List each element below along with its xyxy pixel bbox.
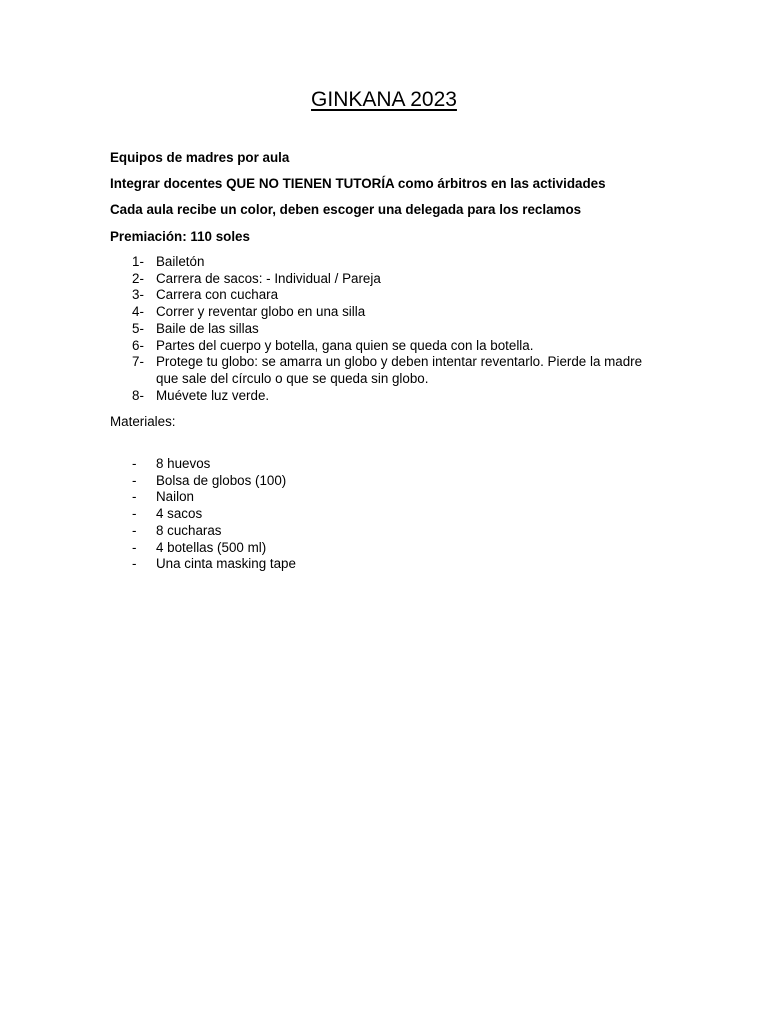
activity-text: Muévete luz verde. bbox=[156, 387, 270, 403]
material-text: Bolsa de globos (100) bbox=[156, 472, 287, 488]
list-marker: 1- bbox=[132, 254, 144, 269]
list-marker: 8- bbox=[132, 387, 144, 403]
activity-text: Baile de las sillas bbox=[156, 320, 259, 336]
list-item bbox=[110, 388, 650, 405]
list-marker: 6- bbox=[132, 337, 144, 353]
list-item bbox=[110, 456, 650, 473]
material-text: Nailon bbox=[156, 489, 194, 505]
list-marker: - bbox=[132, 556, 137, 572]
list-marker: 2- bbox=[132, 270, 144, 286]
activity-text: Correr y reventar globo en una silla bbox=[156, 304, 366, 320]
list-marker: 5- bbox=[132, 320, 144, 336]
material-text: 4 sacos bbox=[156, 506, 203, 522]
list-item bbox=[110, 540, 650, 557]
list-item bbox=[110, 473, 650, 490]
activity-text: Partes del cuerpo y botella, gana quien se queda con la botella. bbox=[156, 337, 534, 353]
document-title: GINKANA 2023 bbox=[311, 88, 457, 111]
list-marker: - bbox=[132, 539, 137, 555]
material-text: 4 botellas (500 ml) bbox=[156, 539, 267, 555]
list-item bbox=[110, 523, 650, 540]
activity-text: Carrera con cuchara bbox=[156, 287, 279, 303]
material-text: 8 huevos bbox=[156, 456, 211, 471]
activity-text: Carrera de sacos: - Individual / Pareja bbox=[156, 270, 381, 286]
list-item bbox=[110, 304, 650, 321]
list-item bbox=[110, 489, 650, 506]
list-marker: - bbox=[132, 472, 137, 488]
materials-list bbox=[110, 456, 650, 573]
list-marker: - bbox=[132, 506, 137, 522]
prize-line: Premiación: 110 soles bbox=[110, 229, 250, 244]
referees-line: Integrar docentes QUE NO TIENEN TUTORÍA como árbitros en las actividades bbox=[110, 176, 606, 191]
list-marker: 7- bbox=[132, 354, 144, 370]
activity-text: Protege tu globo: se amarra un globo y deben intentar reventarlo. Pierde la madre que sale del círculo o que se queda sin globo. bbox=[156, 354, 643, 386]
list-item bbox=[110, 287, 650, 304]
list-marker: 4- bbox=[132, 304, 144, 320]
list-marker: - bbox=[132, 489, 137, 505]
list-item bbox=[110, 556, 650, 573]
material-text: Una cinta masking tape bbox=[156, 556, 296, 572]
list-marker: - bbox=[132, 522, 137, 538]
color-line: Cada aula recibe un color, deben escoger una delegada para los reclamos bbox=[110, 202, 582, 217]
list-item bbox=[110, 321, 650, 338]
list-item bbox=[110, 354, 650, 387]
list-marker: - bbox=[132, 456, 137, 471]
list-marker: 3- bbox=[132, 287, 144, 303]
materials-label: Materiales: bbox=[110, 414, 176, 429]
activities-list bbox=[110, 254, 650, 404]
list-item bbox=[110, 271, 650, 288]
material-text: 8 cucharas bbox=[156, 522, 222, 538]
teams-line: Equipos de madres por aula bbox=[110, 150, 290, 165]
activity-text: Bailetón bbox=[156, 254, 205, 269]
list-item bbox=[110, 254, 650, 271]
list-item bbox=[110, 338, 650, 355]
list-item bbox=[110, 506, 650, 523]
